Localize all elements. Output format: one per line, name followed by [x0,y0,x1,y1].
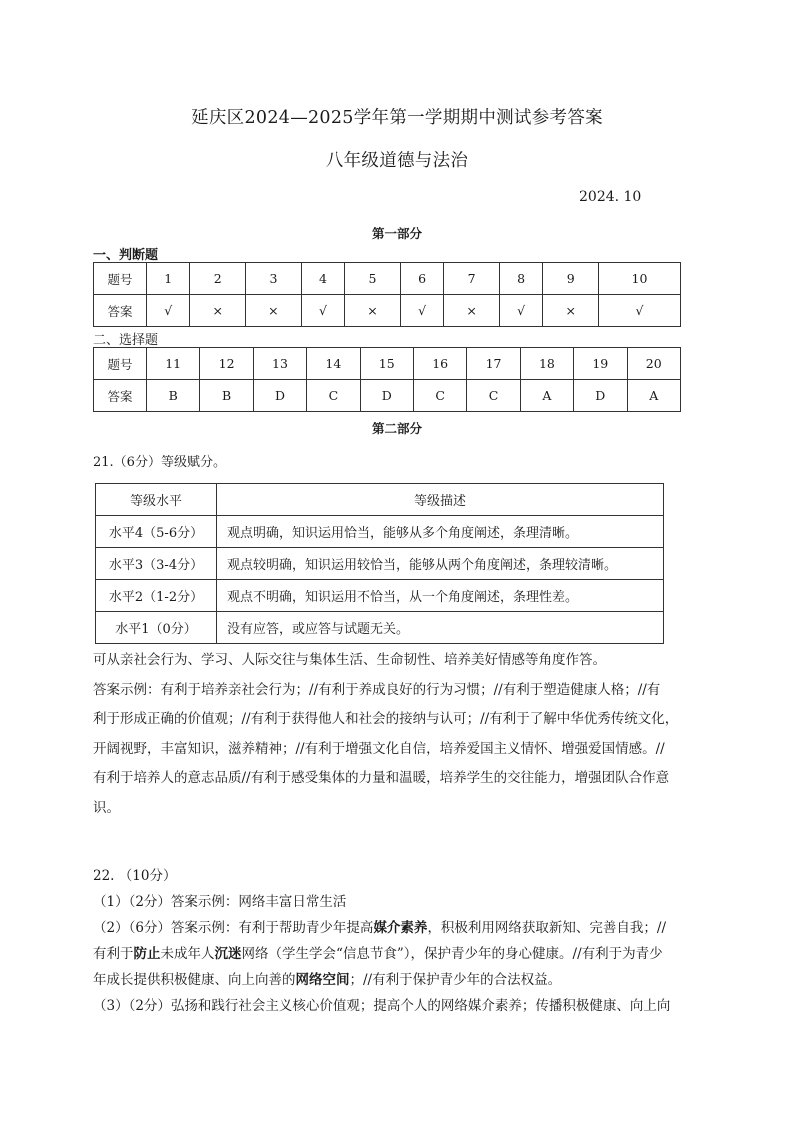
table-cell: 20 [627,348,680,380]
level-cell: 水平1（0分） [96,612,217,644]
row-header: 答案 [94,380,147,412]
table-cell: 12 [200,348,253,380]
table-row [94,263,681,295]
table-cell: A [627,380,680,412]
row-header: 题号 [94,263,147,295]
description-cell: 观点不明确，知识运用不恰当，从一个角度阐述，条理性差。 [217,580,664,612]
part-one-heading: 第一部分 [371,226,422,241]
text-line: 有利于防止未成年人沉迷网络（学生学会“信息节食”），保护青少年的身心健康。//有利于为青少 [93,946,663,962]
table-cell: 8 [499,263,542,295]
table-cell: 3 [246,263,302,295]
table-cell: 16 [413,348,466,380]
table-cell: 2 [190,263,246,295]
text-line: （1）（2分）答案示例：网络丰富日常生活 [93,894,347,910]
text-line: （2）（6分）答案示例：有利于帮助青少年提高媒介素养，积极利用网络获取新知、完善自我；// [93,920,667,936]
table-cell: D [360,380,413,412]
table-cell: × [444,295,500,327]
q22-heading: 22. （10分） [93,868,177,884]
document-title: 延庆区2024—2025学年第一学期期中测试参考答案 [191,108,603,128]
text-line: 有利于培养人的意志品质//有利于感受集体的力量和温暖，培养学生的交往能力，增强团队合作意 [93,770,670,786]
table-cell: C [413,380,466,412]
text-line: 答案示例：有利于培养亲社会行为；//有利于养成良好的行为习惯；//有利于塑造健康人格；//有 [93,681,661,698]
table-cell: 11 [147,348,200,380]
table-cell: × [190,295,246,327]
row-header: 题号 [94,348,147,380]
choice-answer-table [93,347,681,412]
q22-answers [93,863,705,1019]
level-cell: 水平2（1-2分） [96,580,217,612]
table-row [96,484,664,516]
column-header: 等级描述 [217,484,664,516]
description-cell: 观点较明确，知识运用较恰当，能够从两个角度阐述，条理较清晰。 [217,548,664,580]
row-header: 答案 [94,295,147,327]
table-cell: D [574,380,627,412]
table-row [94,348,681,380]
table-cell: A [520,380,573,412]
table-cell: √ [499,295,542,327]
table-row [94,295,681,327]
text-line: 可从亲社会行为、学习、人际交往与集体生活、生命韧性、培养美好情感等角度作答。 [93,652,606,668]
column-header: 等级水平 [96,484,217,516]
table-cell: √ [599,295,681,327]
table-cell: 9 [543,263,599,295]
q21-heading: 21.（6分）等级赋分。 [93,455,226,470]
table-cell: 7 [444,263,500,295]
table-row [96,580,664,612]
text-line: 年成长提供积极健康、向上向善的网络空间；//有利于保护青少年的合法权益。 [93,972,562,988]
table-cell: D [253,380,306,412]
part-two-heading: 第二部分 [371,421,422,436]
judgment-section-heading: 一、判断题 [93,248,159,263]
document-subtitle: 八年级道德与法治 [325,151,469,171]
document-date: 2024. 10 [579,189,642,205]
table-cell: B [200,380,253,412]
table-cell: 17 [467,348,520,380]
table-cell: C [467,380,520,412]
table-row [96,516,664,548]
table-cell: 6 [400,263,443,295]
judgment-answer-table [93,262,681,327]
table-cell: 1 [147,263,190,295]
table-cell: 14 [307,348,360,380]
level-cell: 水平4（5-6分） [96,516,217,548]
table-cell: × [246,295,302,327]
table-row [96,612,664,644]
text-line: 识。 [93,799,120,816]
level-cell: 水平3（3-4分） [96,548,217,580]
choice-section-heading: 二、选择题 [93,333,159,348]
table-cell: × [543,295,599,327]
table-cell: 5 [345,263,401,295]
table-cell: √ [400,295,443,327]
table-cell: 10 [599,263,681,295]
table-row [94,380,681,412]
table-cell: 4 [301,263,344,295]
grading-levels-table [95,483,664,644]
table-cell: √ [147,295,190,327]
table-cell: B [147,380,200,412]
table-cell: 13 [253,348,306,380]
table-cell: 19 [574,348,627,380]
table-cell: C [307,380,360,412]
q21-explanation [93,646,705,823]
description-cell: 没有应答，或应答与试题无关。 [217,612,664,644]
table-cell: × [345,295,401,327]
text-line: 开阔视野，丰富知识，滋养精神；//有利于增强文化自信，培养爱国主义情怀、增强爱国情感。// [93,740,665,757]
text-line: （3）（2分）弘扬和践行社会主义核心价值观；提高个人的网络媒介素养；传播积极健康、向上向 [93,998,671,1014]
table-cell: 18 [520,348,573,380]
table-cell: √ [301,295,344,327]
text-line: 利于形成正确的价值观；//有利于获得他人和社会的接纳与认可；//有利于了解中华优秀传统文化， [93,711,679,727]
description-cell: 观点明确，知识运用恰当，能够从多个角度阐述，条理清晰。 [217,516,664,548]
table-cell: 15 [360,348,413,380]
table-row [96,548,664,580]
